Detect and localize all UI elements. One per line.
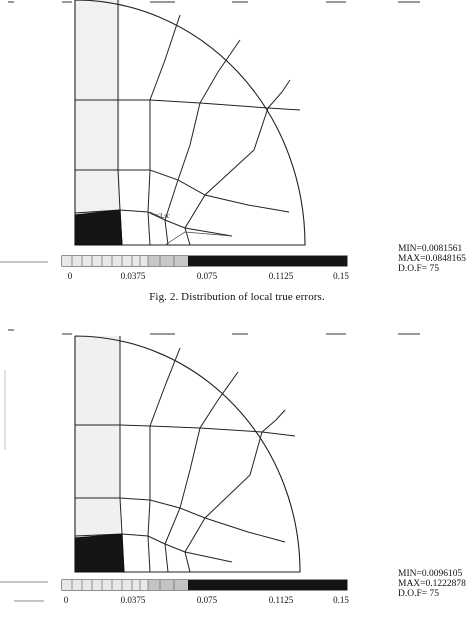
colorbar-segment <box>62 580 148 590</box>
max-value: MAX=0.1222878 <box>398 579 466 589</box>
dof-value: D.O.F= 75 <box>398 589 439 599</box>
figure-2 <box>0 310 474 620</box>
colorbar-2 <box>0 310 474 610</box>
colorbar-tick-label: 0.075 <box>196 595 218 605</box>
element-label: =3.sc <box>155 212 171 220</box>
colorbar-tick-label: 0.15 <box>333 595 349 605</box>
colorbar-segment <box>148 580 188 590</box>
max-value: MAX=0.0848165 <box>398 254 466 264</box>
colorbar-segment <box>148 256 188 266</box>
colorbar-1 <box>0 0 474 290</box>
colorbar-tick-label: 0.1125 <box>268 271 294 281</box>
colorbar-tick-label: 0.1125 <box>268 595 294 605</box>
colorbar-tick-label: 0 <box>63 595 69 605</box>
min-value: MIN=0.0096105 <box>398 569 463 579</box>
colorbar-segment <box>188 256 347 266</box>
min-value: MIN=0.0081561 <box>398 244 463 254</box>
colorbar-tick-label: 0.15 <box>333 271 349 281</box>
colorbar-tick-label: 0.0375 <box>120 595 146 605</box>
colorbar-segment <box>188 580 347 590</box>
colorbar-segment <box>62 256 148 266</box>
colorbar-tick-label: 0.0375 <box>120 271 146 281</box>
figure-caption: Fig. 2. Distribution of local true errors. <box>149 291 325 303</box>
colorbar-tick-label: 0 <box>67 271 73 281</box>
dof-value: D.O.F= 75 <box>398 264 439 274</box>
colorbar-tick-label: 0.075 <box>196 271 218 281</box>
